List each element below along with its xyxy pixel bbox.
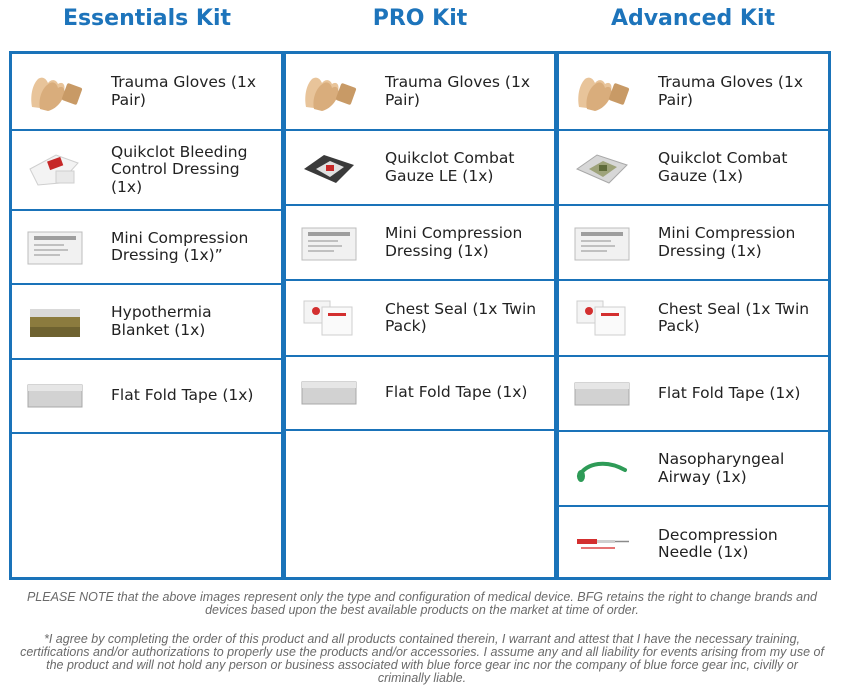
- item-label: Hypothermia Blanket (1x): [111, 303, 212, 339]
- essentials-kit-column: [9, 51, 284, 580]
- agreement-note: *I agree by completing the order of this product and all products contained therein, I warrant and attest that I have the necessary training, certifications and/or authorizations to properly use the products and/or accessories. I assume any and all liability for events arising from my use of the product and will not hold any person or business associated with blue force gear inc nor the company of blue force gear inc, civilly or criminally liable.: [20, 632, 824, 685]
- advanced-kit-column: [556, 51, 831, 580]
- disclaimer-note: PLEASE NOTE that the above images represent only the type and configuration of medical device. BFG retains the right to change brands and devices based upon the best available products on the market at time of order.: [26, 590, 818, 617]
- list-item: [286, 54, 554, 131]
- item-label: Quikclot Combat Gauze LE (1x): [385, 149, 515, 185]
- item-label: Flat Fold Tape (1x): [385, 383, 528, 402]
- tape-icon: [571, 373, 633, 415]
- blanket-icon: [24, 301, 86, 343]
- list-item: [12, 360, 281, 434]
- list-item: [559, 206, 828, 281]
- item-label: Chest Seal (1x Twin Pack): [658, 299, 810, 335]
- list-item: [559, 357, 828, 432]
- list-item: [12, 285, 281, 360]
- chest-seal-icon: [571, 297, 633, 339]
- item-label: Trauma Gloves (1x Pair): [111, 73, 257, 109]
- gloves-icon: [24, 71, 86, 113]
- combat-gauze-le-icon: [298, 147, 360, 189]
- list-item: [286, 281, 554, 357]
- bleeding-dressing-icon: [24, 149, 86, 191]
- item-label: Mini Compression Dressing (1x): [658, 224, 796, 260]
- item-label: Quikclot Bleeding Control Dressing (1x): [111, 142, 248, 196]
- item-label: Trauma Gloves (1x Pair): [385, 73, 531, 109]
- gloves-icon: [571, 71, 633, 113]
- item-label: Nasopharyngeal Airway (1x): [658, 450, 785, 486]
- airway-icon: [571, 448, 633, 490]
- compression-dressing-icon: [571, 222, 633, 264]
- list-item: [12, 54, 281, 131]
- list-item: [286, 357, 554, 431]
- list-item: [559, 281, 828, 357]
- pro-kit-title: PRO Kit: [372, 6, 468, 31]
- item-label: Chest Seal (1x Twin Pack): [385, 299, 537, 335]
- item-label: Decompression Needle (1x): [658, 525, 778, 561]
- item-label: Mini Compression Dressing (1x): [385, 224, 523, 260]
- compression-dressing-icon: [298, 222, 360, 264]
- list-item: [286, 206, 554, 281]
- essentials-kit-title: Essentials Kit: [62, 6, 232, 31]
- gloves-icon: [298, 71, 360, 113]
- compression-dressing-icon: [24, 226, 86, 268]
- item-label: Flat Fold Tape (1x): [111, 386, 254, 405]
- list-item: [559, 54, 828, 131]
- list-item: [12, 211, 281, 285]
- pro-kit-column: [283, 51, 557, 580]
- item-label: Trauma Gloves (1x Pair): [658, 73, 804, 109]
- list-item: [559, 507, 828, 581]
- advanced-kit-title: Advanced Kit: [610, 6, 776, 31]
- list-item: [12, 131, 281, 211]
- chest-seal-icon: [298, 297, 360, 339]
- needle-icon: [571, 523, 633, 565]
- combat-gauze-icon: [571, 147, 633, 189]
- item-label: Flat Fold Tape (1x): [658, 383, 801, 402]
- list-item: [559, 131, 828, 206]
- item-label: Mini Compression Dressing (1x)”: [111, 228, 249, 264]
- list-item: [286, 131, 554, 206]
- tape-icon: [298, 372, 360, 414]
- tape-icon: [24, 375, 86, 417]
- list-item: [559, 432, 828, 507]
- item-label: Quikclot Combat Gauze (1x): [658, 149, 788, 185]
